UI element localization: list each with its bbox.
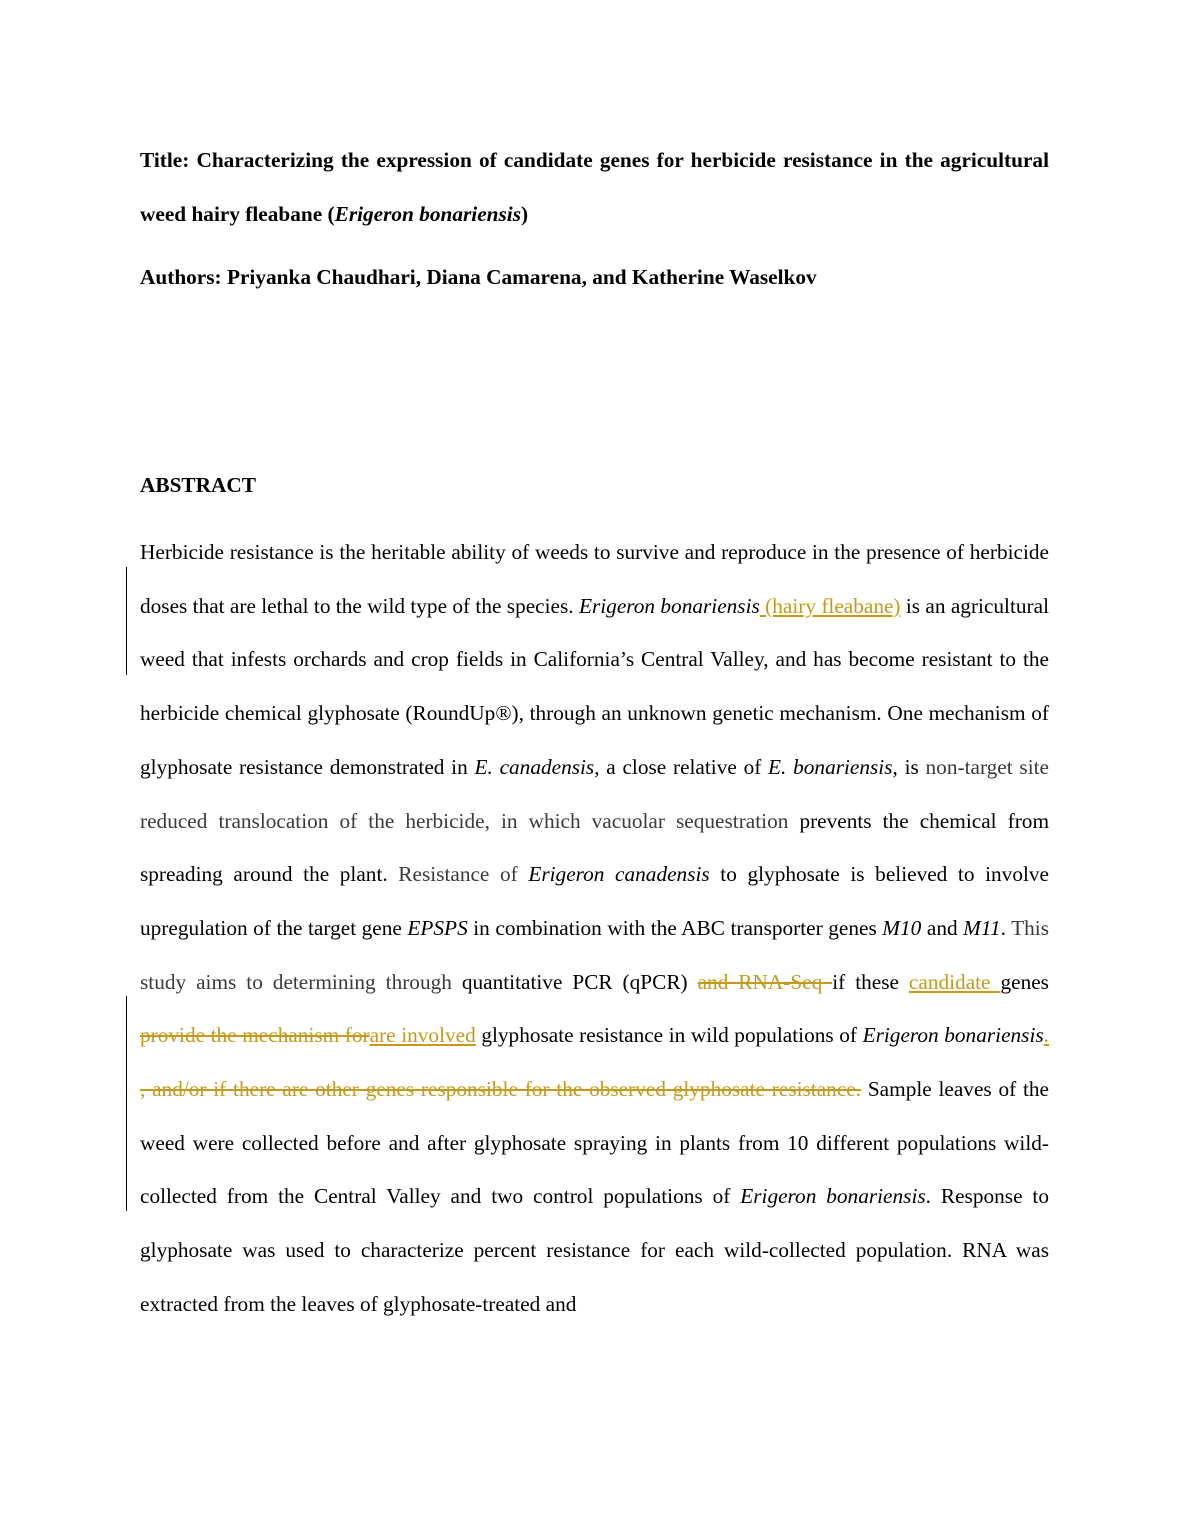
abstract-sentence: Sample leaves of the weed were collected before and after glyphosate spraying in plants from 10 different populations wild-collected from the Central Valley and two control populations of <box>140 1077 1049 1209</box>
gene-name: EPSPS <box>407 915 468 940</box>
gene-name: M11 <box>963 915 1001 940</box>
paper-title <box>140 133 1049 241</box>
species-name: E. bonariensis <box>768 754 893 779</box>
abstract-sentence: is an agricultural weed that infests orchards and crop fields in California’s Central Valley, and has become resistant to the herbicide chemical glyphosate (RoundUp®), through an unknown genetic mechanism. One mechanism of glyphosate resistance demonstrated in <box>140 593 1049 779</box>
species-name: Erigeron canadensis <box>528 862 710 887</box>
tracked-deletion: , and/or if there are other genes responsible for the observed glyphosate resistance. <box>140 1077 862 1102</box>
title-suffix: ) <box>521 202 529 226</box>
gene-name: M10 <box>882 915 922 940</box>
abstract-sentence: . Response to glyphosate was used to characterize percent resistance for each wild-collected population. RNA was extracted from the leaves of glyphosate-treated and <box>140 1184 1049 1316</box>
abstract-text-run: Resistance of <box>387 862 529 887</box>
abstract-text-run: . <box>1000 915 1006 940</box>
abstract-text <box>140 526 1049 1332</box>
abstract-text-run: non-target site reduced translocation of the herbicide, in which vacuolar sequestration <box>140 754 1049 833</box>
abstract-text-run: genes <box>1000 969 1049 994</box>
tracked-deletion: provide the mechanism for <box>140 1023 370 1048</box>
tracked-insertion: . <box>1043 1023 1049 1048</box>
abstract-text-run: , is <box>892 754 926 779</box>
abstract-heading: ABSTRACT <box>140 473 256 497</box>
abstract-text-run: to glyphosate is believed to involve upregulation of the target gene <box>140 862 1049 940</box>
authors-line: Authors: Priyanka Chaudhari, Diana Camarena, and Katherine Waselkov <box>140 265 817 289</box>
tracked-insertion: (hairy fleabane) <box>759 593 901 618</box>
abstract-text-run: quantitative PCR (qPCR) <box>451 969 698 994</box>
title-species: Erigeron bonariensis <box>334 202 522 226</box>
tracked-insertion: are involved <box>369 1023 476 1048</box>
tracked-insertion: candidate <box>908 969 1001 994</box>
species-name: Erigeron bonariensis <box>740 1184 926 1209</box>
abstract-text-run: in combination with the ABC transporter genes <box>467 915 883 940</box>
change-bar <box>126 996 127 1211</box>
tracked-deletion: and RNA-Seq <box>697 969 833 994</box>
abstract-text-run: prevents the chemical from spreading around the plant. <box>140 808 1050 887</box>
abstract-text-run: and <box>921 915 964 940</box>
species-name: E. canadensis <box>474 754 595 779</box>
species-name: Erigeron bonariensis <box>578 593 760 618</box>
abstract-text-run: glyphosate resistance in wild populations of <box>475 1023 863 1048</box>
abstract-text-run: , a close relative of <box>594 754 769 779</box>
abstract-text-run: if these <box>832 969 909 994</box>
title-prefix: Title: Characterizing the expression of candidate genes for herbicide resistance in the agricultural weed hairy fleabane ( <box>140 148 1049 226</box>
abstract-text-run: This study aims to determining through <box>140 915 1049 994</box>
abstract-sentence: Herbicide resistance is the heritable ability of weeds to survive and reproduce in the presence of herbicide doses that are lethal to the wild type of the species. <box>140 540 1049 618</box>
species-name: Erigeron bonariensis <box>862 1023 1044 1048</box>
change-bar <box>126 567 127 675</box>
